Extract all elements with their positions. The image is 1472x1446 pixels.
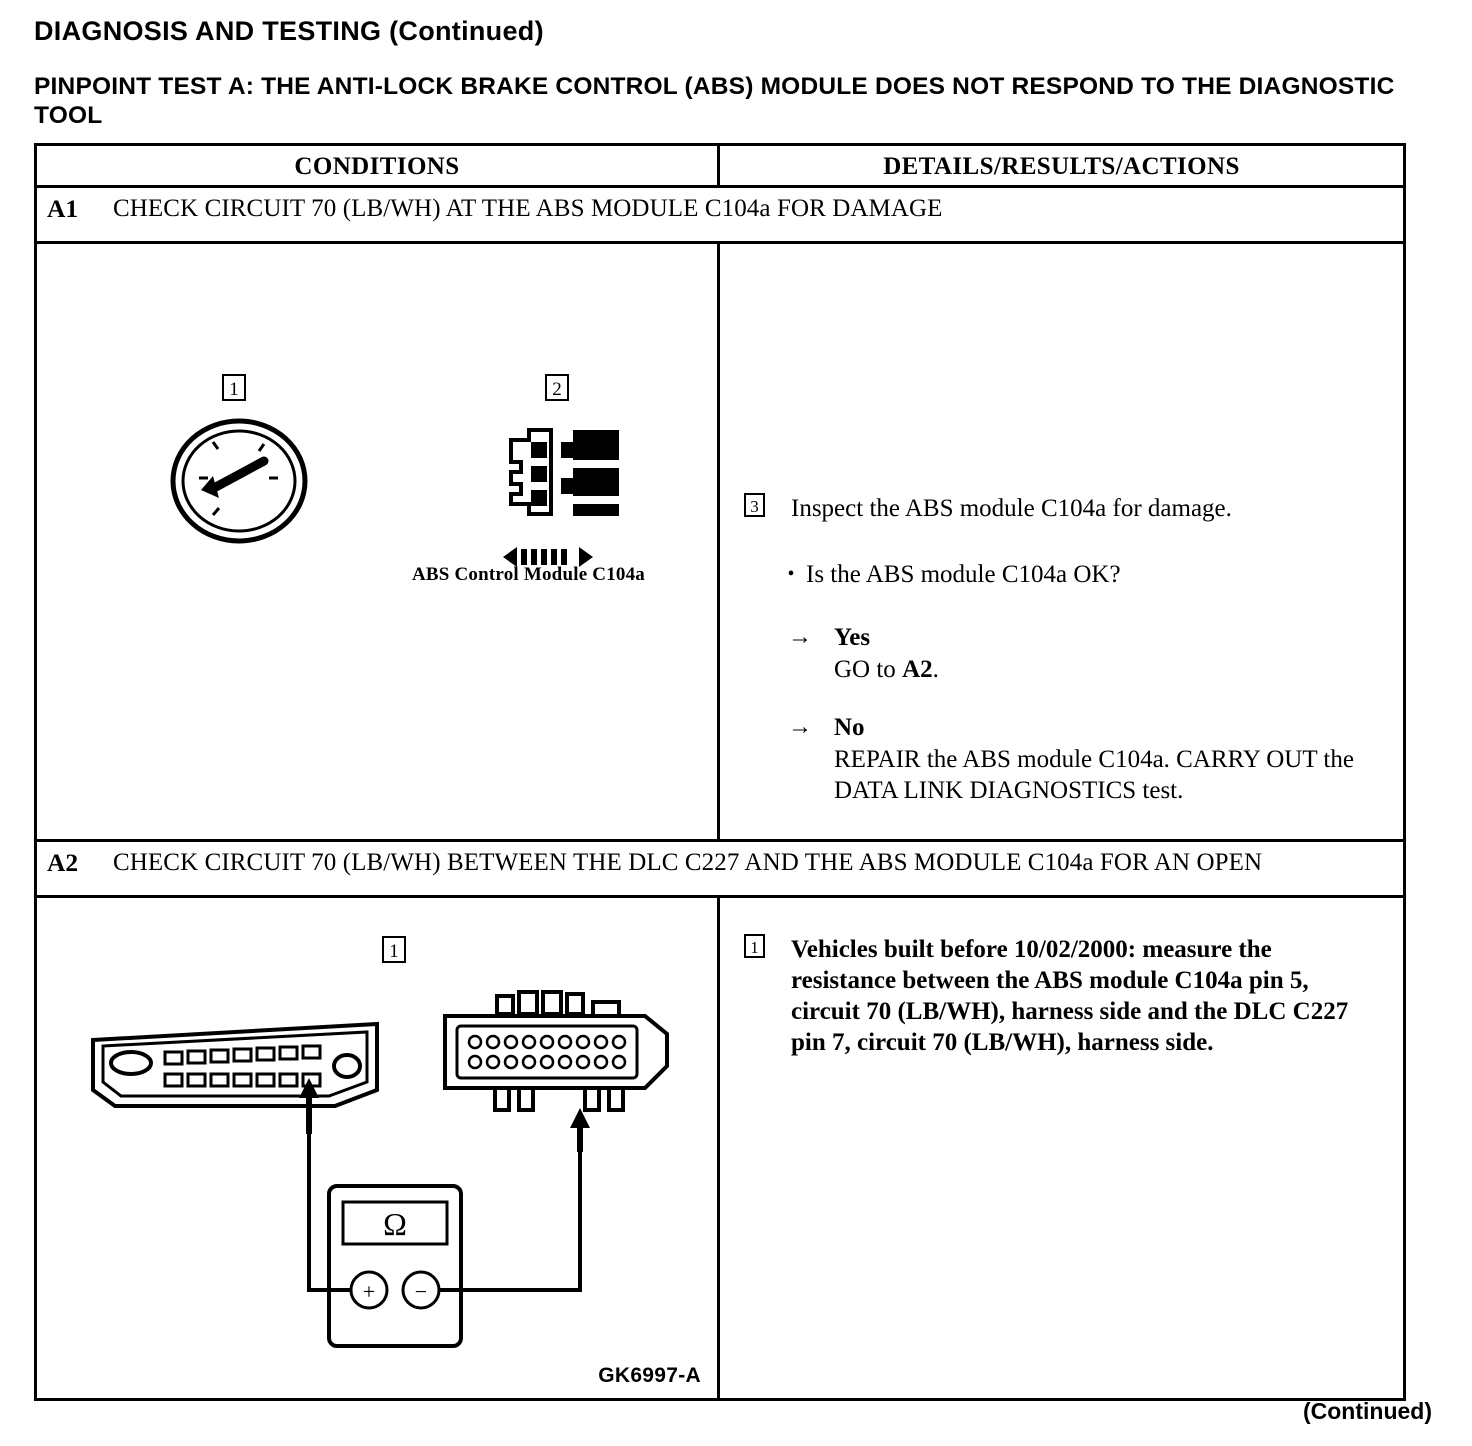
instruction-text: Inspect the ABS module C104a for damage. bbox=[791, 495, 1232, 522]
diagnostic-table bbox=[34, 143, 1406, 1401]
step-title-a1: CHECK CIRCUIT 70 (LB/WH) AT THE ABS MODULE C104a FOR DAMAGE bbox=[113, 195, 943, 222]
bullet-icon: • bbox=[787, 563, 795, 585]
svg-text:Ω: Ω bbox=[383, 1206, 407, 1242]
answer-label-no: No bbox=[834, 714, 865, 741]
page-title: DIAGNOSIS AND TESTING (Continued) bbox=[34, 16, 544, 46]
question-text: Is the ABS module C104a OK? bbox=[806, 561, 1121, 588]
instruction-block-a1 bbox=[744, 493, 1374, 524]
arrow-right-icon: → bbox=[788, 714, 812, 740]
step-body-row-a1 bbox=[37, 244, 1403, 842]
instruction-step-number: 3 bbox=[744, 493, 765, 517]
actions-a2 bbox=[720, 898, 1403, 1398]
answer-label-yes: Yes bbox=[834, 624, 871, 651]
figure-callout-1: 1 bbox=[222, 374, 246, 401]
instruction-text: Vehicles built before 10/02/2000: measure the resistance between the ABS module C104a pin 5, circuit 70 (LB/WH), harness side and the DLC C227 pin 7, circuit 70 (LB/WH), harness side. bbox=[791, 936, 1349, 1056]
step-title-row-a2 bbox=[37, 842, 1403, 898]
ignition-switch-graphic bbox=[169, 416, 309, 546]
goto-step-ref: A2 bbox=[902, 656, 933, 683]
actions-a1 bbox=[720, 244, 1403, 839]
instruction-block-a2 bbox=[744, 934, 1384, 1058]
abs-connector-graphic bbox=[499, 416, 649, 546]
multimeter-graphic bbox=[247, 1078, 667, 1378]
step-title-row-a1 bbox=[37, 188, 1403, 244]
figure-caption-abs-module: ABS Control Module C104a bbox=[412, 564, 645, 585]
figure-callout-2: 2 bbox=[545, 374, 569, 401]
answer-no-block bbox=[788, 712, 1428, 806]
footer-continued: (Continued) bbox=[1302, 1398, 1432, 1424]
instruction-step-number: 1 bbox=[744, 934, 765, 958]
arrow-right-icon: → bbox=[788, 624, 812, 650]
svg-text:+: + bbox=[362, 1279, 376, 1304]
svg-text:−: − bbox=[414, 1279, 428, 1304]
figure-a2 bbox=[37, 898, 720, 1398]
step-id-a2: A2 bbox=[47, 848, 79, 877]
answer-body-yes: GO to A2. bbox=[834, 656, 939, 683]
table-header-row bbox=[37, 146, 1403, 188]
answer-body-no: REPAIR the ABS module C104a. CARRY OUT the DATA LINK DIAGNOSTICS test. bbox=[834, 746, 1354, 804]
column-header-conditions: CONDITIONS bbox=[37, 146, 720, 185]
step-title-a2: CHECK CIRCUIT 70 (LB/WH) BETWEEN THE DLC C227 AND THE ABS MODULE C104a FOR AN OPEN bbox=[113, 849, 1263, 876]
figure-callout-1: 1 bbox=[382, 936, 406, 963]
step-body-row-a2 bbox=[37, 898, 1403, 1398]
step-id-a1: A1 bbox=[47, 194, 79, 223]
column-header-details: DETAILS/RESULTS/ACTIONS bbox=[883, 153, 1240, 180]
question-line-a1 bbox=[776, 559, 1376, 590]
figure-code: GK6997-A bbox=[598, 1364, 701, 1387]
pinpoint-test-title: PINPOINT TEST A: THE ANTI-LOCK BRAKE CONTROL (ABS) MODULE DOES NOT RESPOND TO THE DIAGNOSTIC TOOL bbox=[34, 73, 1395, 129]
answer-yes-block bbox=[788, 622, 1408, 685]
figure-a1 bbox=[37, 244, 720, 839]
